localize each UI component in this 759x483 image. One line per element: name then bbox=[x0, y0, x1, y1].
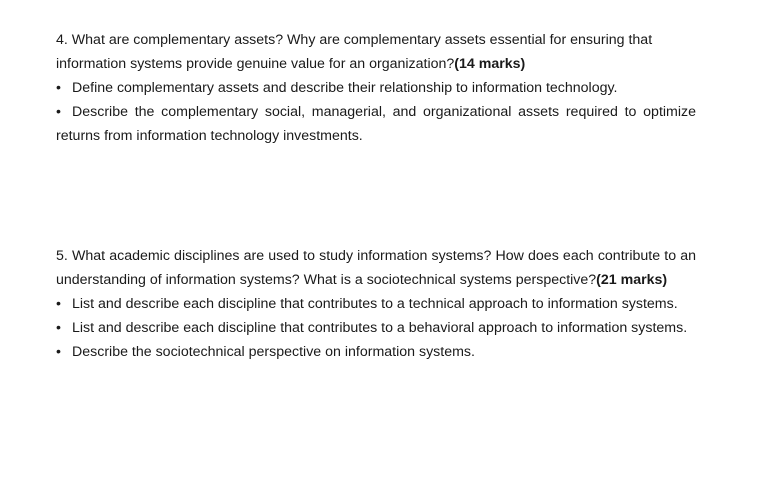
question-5-bullet-2-text: List and describe each discipline that contributes to a behavioral approach to information systems. bbox=[72, 320, 688, 336]
question-4-bullet-2-text: Describe the complementary social, managerial, and organizational assets required to optimize returns from information technology investments. bbox=[56, 104, 696, 144]
question-5-bullet-3-text: Describe the sociotechnical perspective on information systems. bbox=[72, 344, 475, 360]
question-4-bullet-1 bbox=[56, 76, 696, 100]
question-5-bullet-1 bbox=[56, 292, 696, 316]
question-4-prompt bbox=[56, 28, 696, 76]
question-4-marks: (14 marks) bbox=[454, 56, 526, 72]
bullet-icon: • bbox=[56, 104, 61, 120]
question-4-bullet-2 bbox=[56, 100, 696, 148]
question-5-marks: (21 marks) bbox=[596, 272, 668, 288]
question-5-bullet-3 bbox=[56, 340, 696, 364]
question-4 bbox=[56, 28, 696, 148]
question-4-text: 4. What are complementary assets? Why are complementary assets essential for ensuring that information systems provide genuine value for an organization? bbox=[56, 32, 653, 72]
question-4-bullet-1-text: Define complementary assets and describe their relationship to information technology. bbox=[72, 80, 618, 96]
bullet-icon: • bbox=[56, 80, 61, 96]
question-5-bullet-1-text: List and describe each discipline that contributes to a technical approach to information systems. bbox=[72, 296, 678, 312]
question-5-text: 5. What academic disciplines are used to study information systems? How does each contribute to an understanding of information systems? What is a sociotechnical systems perspective? bbox=[56, 248, 696, 288]
question-5-prompt bbox=[56, 244, 696, 292]
bullet-icon: • bbox=[56, 296, 61, 312]
question-5-bullet-2 bbox=[56, 316, 696, 340]
bullet-icon: • bbox=[56, 320, 61, 336]
question-5 bbox=[56, 244, 696, 364]
bullet-icon: • bbox=[56, 344, 61, 360]
